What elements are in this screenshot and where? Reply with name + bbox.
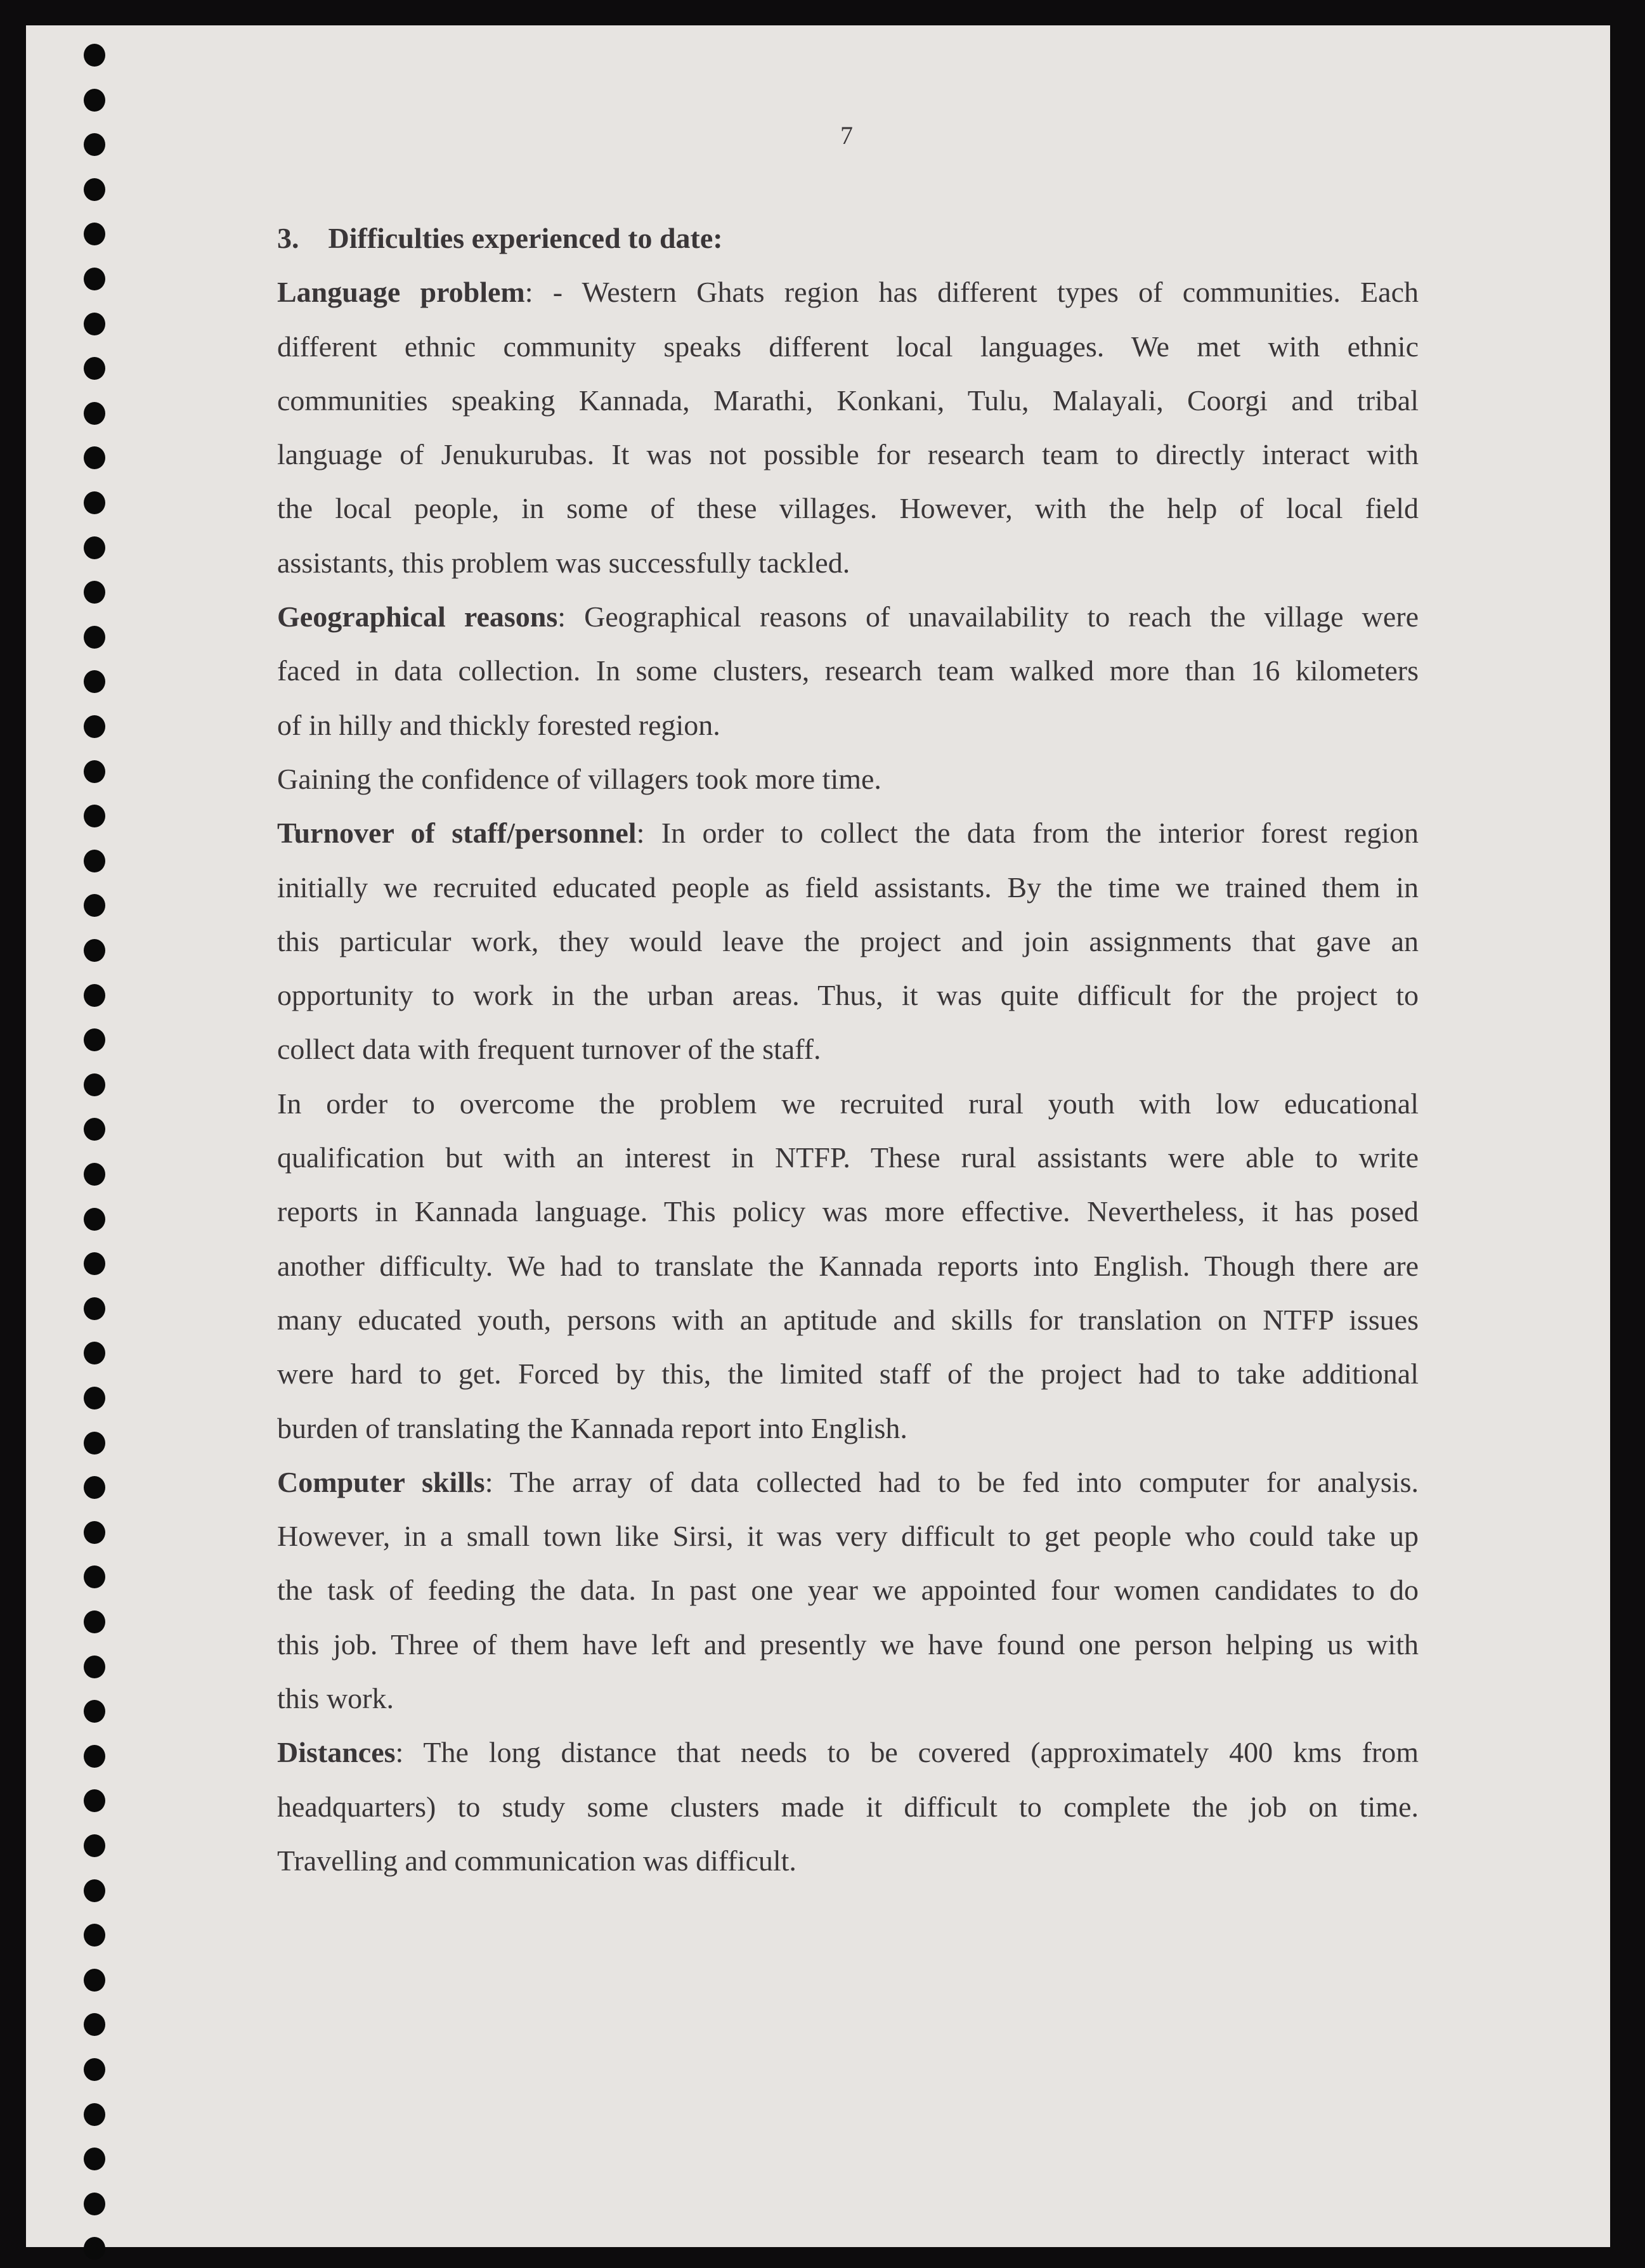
paragraph-line [277, 752, 1419, 806]
paragraph-text: : - Western Ghats region has different types of communities. Each [524, 276, 1419, 309]
punch-hole [84, 178, 105, 201]
punch-hole [84, 133, 105, 156]
paragraph-text: different ethnic community speaks different local languages. We met with ethnic [277, 330, 1419, 363]
paragraph-line [277, 914, 1419, 968]
paragraph-text: of in hilly and thickly forested region. [277, 708, 720, 741]
paragraph-text: reports in Kannada language. This policy was more effective. Nevertheless, it has posed [277, 1195, 1419, 1228]
punch-hole [84, 1789, 105, 1812]
paragraph-line [277, 644, 1419, 697]
paragraph-text: language of Jenukurubas. It was not possible for research team to directly interact with [277, 438, 1419, 471]
document-page [26, 25, 1610, 2247]
paragraph-text: : The array of data collected had to be fed into computer for analysis. [484, 1465, 1419, 1498]
page-number: 7 [840, 121, 853, 150]
punch-hole [84, 805, 105, 827]
punch-hole [84, 715, 105, 738]
punch-hole [84, 1432, 105, 1455]
punch-hole [84, 626, 105, 649]
punch-hole [84, 1924, 105, 1947]
paragraph-line [277, 1131, 1419, 1184]
punch-hole [84, 2148, 105, 2170]
punch-hole [84, 223, 105, 245]
punch-hole [84, 1610, 105, 1633]
punch-hole [84, 1521, 105, 1544]
paragraph-line [277, 427, 1419, 481]
paragraph-line [277, 1184, 1419, 1238]
paragraph-line [277, 1455, 1419, 1509]
punch-hole [84, 1387, 105, 1409]
punch-hole [84, 1297, 105, 1320]
punch-hole [84, 984, 105, 1007]
paragraph-line [277, 1401, 1419, 1455]
punch-hole [84, 2237, 105, 2260]
paragraph-line [277, 698, 1419, 752]
paragraph-line [277, 806, 1419, 860]
paragraph-text: the local people, in some of these villages. However, with the help of local field [277, 492, 1419, 525]
paragraph-line [277, 1671, 1419, 1725]
paragraph-text: faced in data collection. In some clusters, research team walked more than 16 kilometers [277, 654, 1419, 687]
paragraph-text: were hard to get. Forced by this, the limited staff of the project had to take additional [277, 1358, 1419, 1390]
paragraph-line [277, 968, 1419, 1022]
punch-hole [84, 2013, 105, 2036]
punch-hole [84, 581, 105, 604]
punch-hole [84, 1118, 105, 1141]
punch-hole [84, 89, 105, 112]
paragraph-text: many educated youth, persons with an aptitude and skills for translation on NTFP issues [277, 1303, 1419, 1336]
paragraph-text: this work. [277, 1682, 394, 1715]
punch-hole [84, 1565, 105, 1588]
punch-hole [84, 313, 105, 335]
paragraph-line [277, 1563, 1419, 1617]
paragraph-text: qualification but with an interest in NTFP. These rural assistants were able to write [277, 1141, 1419, 1174]
paragraph-text: this particular work, they would leave the project and join assignments that gave an [277, 924, 1419, 957]
paragraph-line [277, 1617, 1419, 1671]
punch-hole [84, 894, 105, 917]
paragraph-line [277, 1725, 1419, 1779]
paragraph-text: this job. Three of them have left and presently we have found one person helping us with [277, 1628, 1419, 1661]
paragraph-text: : The long distance that needs to be covered (approximately 400 kms from [395, 1736, 1419, 1769]
punch-hole [84, 939, 105, 962]
paragraph-line [277, 536, 1419, 590]
punch-hole [84, 1028, 105, 1051]
punch-hole [84, 1476, 105, 1499]
paragraph-text: : In order to collect the data from the interior forest region [636, 817, 1419, 850]
paragraph-text: communities speaking Kannada, Marathi, Konkani, Tulu, Malayali, Coorgi and tribal [277, 384, 1419, 417]
punch-hole [84, 2193, 105, 2215]
punch-hole [84, 268, 105, 290]
paragraph-line [277, 1509, 1419, 1563]
punch-hole [84, 1879, 105, 1902]
paragraph-lead: Geographical reasons [277, 600, 558, 633]
punch-hole [84, 1073, 105, 1096]
punch-hole [84, 670, 105, 693]
paragraph-lead: Language problem [277, 276, 525, 309]
punch-hole [84, 402, 105, 425]
paragraph-line [277, 1347, 1419, 1401]
punch-hole [84, 44, 105, 67]
paragraph-text: : Geographical reasons of unavailability to reach the village were [557, 600, 1419, 633]
punch-hole [84, 1342, 105, 1364]
paragraph-line [277, 481, 1419, 535]
paragraph-lead: Distances [277, 1736, 396, 1769]
paragraph-text: burden of translating the Kannada report into English. [277, 1411, 907, 1444]
punch-hole [84, 446, 105, 469]
punch-hole [84, 2103, 105, 2126]
punch-hole [84, 2058, 105, 2081]
punch-hole [84, 1656, 105, 1678]
paragraph-line [277, 265, 1419, 319]
paragraph-text: collect data with frequent turnover of the staff. [277, 1033, 821, 1066]
punch-hole [84, 1745, 105, 1768]
paragraph-text: However, in a small town like Sirsi, it was very difficult to get people who could take up [277, 1520, 1419, 1553]
paragraph-text: assistants, this problem was successfully tackled. [277, 546, 850, 579]
punch-hole [84, 1969, 105, 1992]
punch-hole [84, 536, 105, 559]
punch-hole [84, 1834, 105, 1857]
paragraph-line [277, 1834, 1419, 1888]
paragraph-line [277, 1022, 1419, 1076]
section-heading-text: 3. Difficulties experienced to date: [277, 222, 723, 254]
paragraph-text: initially we recruited educated people as field assistants. By the time we trained them in [277, 871, 1419, 904]
paragraph-lead: Turnover of staff/personnel [277, 817, 637, 850]
paragraph-text: another difficulty. We had to translate the Kannada reports into English. Though there are [277, 1249, 1419, 1282]
punch-hole [84, 357, 105, 380]
paragraph-line [277, 1077, 1419, 1131]
punch-hole [84, 850, 105, 872]
punch-hole [84, 1208, 105, 1231]
paragraph-text: In order to overcome the problem we recruited rural youth with low educational [277, 1087, 1419, 1120]
punch-hole [84, 1700, 105, 1723]
section-heading [277, 211, 1419, 265]
punch-hole [84, 1252, 105, 1275]
paragraph-text: headquarters) to study some clusters made it difficult to complete the job on time. [277, 1790, 1419, 1823]
paragraph-text: the task of feeding the data. In past one year we appointed four women candidates to do [277, 1574, 1419, 1607]
paragraph-text: opportunity to work in the urban areas. Thus, it was quite difficult for the project to [277, 979, 1419, 1012]
paragraph-text: Gaining the confidence of villagers took more time. [277, 762, 881, 795]
paragraph-line [277, 1780, 1419, 1834]
paragraph-text: Travelling and communication was difficult. [277, 1844, 796, 1877]
paragraph-line [277, 1239, 1419, 1293]
paragraph-line [277, 590, 1419, 644]
paragraph-line [277, 373, 1419, 427]
paragraph-lead: Computer skills [277, 1465, 485, 1498]
punch-hole [84, 491, 105, 514]
paragraph-line [277, 1293, 1419, 1347]
paragraph-line [277, 860, 1419, 914]
punch-hole [84, 1163, 105, 1186]
punch-hole [84, 760, 105, 783]
paragraph-line [277, 320, 1419, 373]
document-body [277, 211, 1419, 1888]
